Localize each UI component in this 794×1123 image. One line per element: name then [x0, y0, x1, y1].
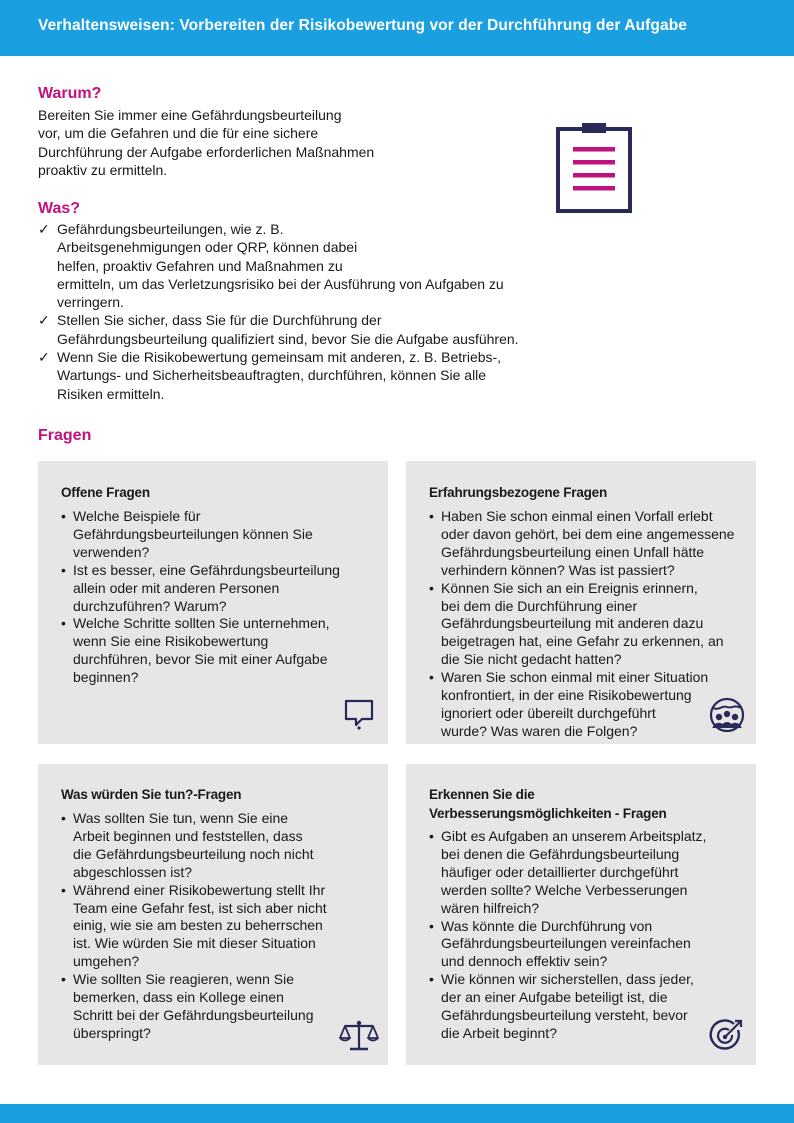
- check-line: Stellen Sie sicher, dass Sie für die Durchführung der: [57, 312, 382, 329]
- card-question-list: [61, 810, 381, 1043]
- check-line: Gefährdungsbeurteilung qualifiziert sind, bevor Sie die Aufgabe ausführen.: [57, 330, 519, 347]
- warum-line: proaktiv zu ermitteln.: [38, 161, 168, 178]
- question-line: wurde? Was waren die Folgen?: [441, 722, 638, 739]
- card-title-line: Was würden Sie tun?-Fragen: [61, 787, 242, 802]
- question-line: häufiger oder detaillierter durchgeführt: [441, 863, 679, 880]
- question-line: die Gefährdungsbeurteilung noch nicht: [73, 845, 314, 862]
- question-line: einig, wie sie am besten zu beherrschen: [73, 917, 323, 934]
- question-item: [429, 971, 749, 1043]
- card-title-line: Erfahrungsbezogene Fragen: [429, 485, 608, 500]
- check-item: [38, 220, 578, 311]
- card-title-line: Erkennen Sie die: [429, 787, 535, 802]
- check-line: helfen, proaktiv Gefahren und Maßnahmen zu: [57, 257, 343, 274]
- question-line: • Gibt es Aufgaben an unserem Arbeitsplatz,: [441, 828, 707, 844]
- scale-icon: [339, 1018, 379, 1054]
- question-line: • Was könnte die Durchführung von: [441, 917, 653, 934]
- question-line: bemerken, dass ein Kollege einen: [73, 989, 284, 1006]
- question-line: umgehen?: [73, 953, 140, 970]
- question-line: verwenden?: [73, 543, 150, 560]
- was-checklist: [38, 220, 578, 403]
- check-line: Gefährdungsbeurteilungen, wie z. B.: [57, 221, 284, 237]
- question-item: [61, 882, 381, 972]
- card-question-list: [429, 508, 749, 741]
- question-line: Gefährdungsbeurteilungen können Sie: [73, 525, 313, 542]
- question-line: • Während einer Risikobewertung stellt Ihr: [73, 881, 326, 898]
- question-line: wenn Sie eine Risikobewertung: [73, 633, 269, 650]
- question-line: Arbeit beginnen und feststellen, dass: [73, 827, 303, 844]
- card-question-list: [429, 828, 749, 1043]
- question-line: und dennoch effektiv sein?: [441, 953, 608, 970]
- footer-bar: [0, 1104, 794, 1123]
- question-line: werden sollte? Welche Verbesserungen: [441, 881, 688, 898]
- warum-text: [38, 106, 374, 179]
- question-line: Gefährdungsbeurteilung mit anderen dazu: [441, 615, 704, 632]
- speech-bubble-icon: [342, 697, 376, 731]
- question-line: Team eine Gefahr fest, ist sich aber nicht: [73, 899, 327, 916]
- card-title: [61, 483, 150, 502]
- was-heading: Was?: [38, 200, 81, 217]
- warum-heading: Warum?: [38, 85, 102, 102]
- clipboard-icon: [556, 121, 632, 213]
- question-line: beginnen?: [73, 669, 139, 686]
- question-line: bei dem die Durchführung einer: [441, 597, 638, 614]
- question-item: [61, 615, 381, 687]
- question-item: [429, 828, 749, 918]
- check-line: Arbeitsgenehmigungen oder QRP, können dabei: [57, 239, 358, 256]
- header-bar: [0, 0, 794, 56]
- question-item: [429, 669, 749, 741]
- check-item: [38, 348, 578, 403]
- question-line: abgeschlossen ist?: [73, 863, 193, 880]
- card-question-list: [61, 508, 381, 687]
- card-title-line: Offene Fragen: [61, 485, 150, 500]
- question-line: • Welche Schritte sollten Sie unternehmen,: [73, 615, 330, 632]
- question-item: [429, 508, 749, 580]
- question-line: • Ist es besser, eine Gefährdungsbeurteilung: [73, 561, 340, 578]
- question-item: [61, 508, 381, 562]
- question-line: bei denen die Gefährdungsbeurteilung: [441, 845, 680, 862]
- check-item: [38, 311, 578, 348]
- question-line: beigetragen hat, eine Gefahr zu erkennen, an: [441, 633, 724, 650]
- fragen-heading: Fragen: [38, 427, 92, 444]
- question-line: allein oder mit anderen Personen: [73, 579, 280, 596]
- target-icon: [708, 1018, 746, 1056]
- question-line: durchzuführen? Warum?: [73, 597, 227, 614]
- question-line: Gefährdungsbeurteilung einen Unfall hätte: [441, 543, 705, 560]
- question-line: verhindern können? Was ist passiert?: [441, 561, 675, 578]
- question-line: ist. Wie würden Sie mit dieser Situation: [73, 935, 316, 952]
- card-title: [61, 785, 241, 804]
- card-verbesserungsmoeglichkeiten: [406, 764, 756, 1065]
- question-item: [61, 562, 381, 616]
- warum-line: Durchführung der Aufgabe erforderlichen Maßnahmen: [38, 143, 375, 160]
- question-line: • Wie können wir sicherstellen, dass jeder,: [441, 971, 694, 988]
- question-line: wären hilfreich?: [441, 899, 540, 916]
- card-erfahrungsbezogene-fragen: [406, 461, 756, 744]
- page-title: Verhaltensweisen: Vorbereiten der Risikobewertung vor der Durchführung der Aufgabe: [38, 17, 687, 34]
- checkmark-icon: ✓: [38, 312, 50, 329]
- question-line: • Haben Sie schon einmal einen Vorfall erlebt: [441, 508, 713, 524]
- question-line: • Was sollten Sie tun, wenn Sie eine: [73, 810, 289, 826]
- check-line: ermitteln, um das Verletzungsrisiko bei der Ausführung von Aufgaben zu: [57, 275, 504, 292]
- question-line: die Sie nicht gedacht hatten?: [441, 651, 622, 668]
- question-line: • Können Sie sich an ein Ereignis erinnern,: [441, 579, 698, 596]
- question-item: [61, 971, 381, 1043]
- question-line: Gefährdungsbeurteilungen vereinfachen: [441, 935, 691, 952]
- check-line: Wartungs- und Sicherheitsbeauftragten, durchführen, können Sie alle: [57, 367, 487, 384]
- question-item: [61, 810, 381, 882]
- question-line: die Arbeit beginnt?: [441, 1024, 557, 1041]
- question-line: oder davon gehört, bei dem eine angemessene: [441, 525, 735, 542]
- question-line: • Wie sollten Sie reagieren, wenn Sie: [73, 971, 295, 988]
- question-line: Schritt bei der Gefährdungsbeurteilung: [73, 1006, 314, 1023]
- checkmark-icon: ✓: [38, 349, 50, 366]
- question-line: • Welche Beispiele für: [73, 508, 201, 524]
- question-line: ignoriert oder übereilt durchgeführt: [441, 704, 656, 721]
- check-line: verringern.: [57, 294, 124, 311]
- question-line: durchführen, bevor Sie mit einer Aufgabe: [73, 651, 328, 668]
- warum-line: vor, um die Gefahren und die für eine sichere: [38, 125, 319, 142]
- globe-people-icon: [707, 695, 747, 735]
- checkmark-icon: ✓: [38, 221, 50, 237]
- card-title-line: Verbesserungsmöglichkeiten - Fragen: [429, 806, 667, 821]
- check-line: Wenn Sie die Risikobewertung gemeinsam mit anderen, z. B. Betriebs-,: [57, 349, 502, 366]
- question-item: [429, 580, 749, 670]
- card-title: [429, 785, 667, 823]
- card-title: [429, 483, 607, 502]
- check-line: Risiken ermitteln.: [57, 385, 165, 402]
- question-line: Gefährdungsbeurteilung versteht, bevor: [441, 1007, 688, 1024]
- warum-line: Bereiten Sie immer eine Gefährdungsbeurteilung: [38, 107, 342, 123]
- question-item: [429, 918, 749, 972]
- question-line: • Waren Sie schon einmal mit einer Situation: [441, 669, 709, 686]
- question-line: konfrontiert, in der eine Risikobewertung: [441, 687, 692, 704]
- question-line: überspringt?: [73, 1024, 151, 1041]
- card-offene-fragen: [38, 461, 388, 744]
- question-line: der an einer Aufgabe beteiligt ist, die: [441, 989, 668, 1006]
- card-was-wuerden-sie-tun: [38, 764, 388, 1065]
